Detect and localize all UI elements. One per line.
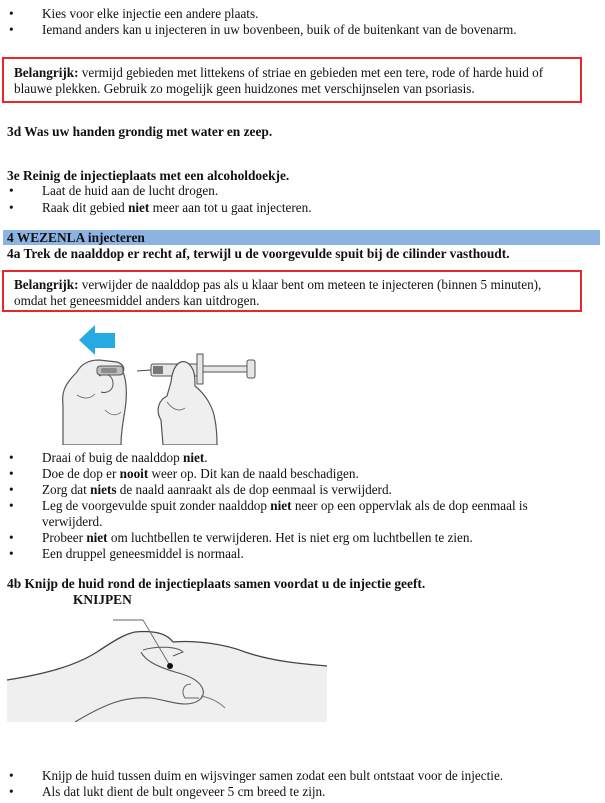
step-3d-heading: 3d Was uw handen grondig met water en zeep.: [7, 124, 273, 139]
list-item-text: Als dat lukt dient de bult ongeveer 5 cm breed te zijn.: [42, 784, 326, 799]
section-header: 4 WEZENLA injecteren: [3, 230, 600, 245]
bullet-icon: •: [9, 450, 14, 465]
list-item-text: Kies voor elke injectie een andere plaats.: [42, 6, 259, 21]
bullet-icon: •: [9, 768, 14, 783]
injection-site-dot: [167, 663, 173, 669]
bullet-icon: •: [9, 200, 14, 215]
needle: [137, 370, 151, 371]
pinch-skin-illustration: [5, 612, 327, 722]
important-text: verwijder de naalddop pas als u klaar bent om meteen te injecteren (binnen 5 minuten), omdat het geneesmiddel anders kan uitdrogen.: [14, 277, 542, 308]
list-item-text: Leg de voorgevulde spuit zonder naalddop niet neer op een oppervlak als de dop eenmaal is verwijderd.: [42, 498, 528, 529]
important-notice: [2, 57, 582, 103]
illustration-label: KNIJPEN: [73, 592, 132, 607]
bullet-icon: •: [9, 183, 14, 198]
bullet-icon: •: [9, 6, 14, 21]
step-3e-heading: 3e Reinig de injectieplaats met een alcoholdoekje.: [7, 168, 290, 183]
bullet-icon: •: [9, 482, 14, 497]
list-item-text: Raak dit gebied niet meer aan tot u gaat injecteren.: [42, 200, 312, 215]
bullet-icon: •: [9, 466, 14, 481]
step-4a-heading: 4a Trek de naalddop er recht af, terwijl u de voorgevulde spuit bij de cilinder vasthoudt.: [7, 246, 510, 261]
bullet-icon: •: [9, 784, 14, 799]
list-item-text: Doe de dop er nooit weer op. Dit kan de naald beschadigen.: [42, 466, 359, 481]
remove-needle-cap-illustration: [55, 320, 265, 445]
list-item-text: Een druppel geneesmiddel is normaal.: [42, 546, 244, 561]
list-item-text: Laat de huid aan de lucht drogen.: [42, 183, 219, 198]
step-4b-heading: 4b Knijp de huid rond de injectieplaats samen voordat u de injectie geeft.: [7, 576, 426, 591]
important-label: Belangrijk:: [14, 277, 79, 292]
arrow-left-icon: [79, 325, 115, 355]
important-notice: [2, 270, 582, 312]
bullet-icon: •: [9, 530, 14, 545]
arm-skin: [7, 631, 327, 722]
list-item-text: Knijp de huid tussen duim en wijsvinger samen zodat een bult ontstaat voor de injectie.: [42, 768, 504, 783]
important-text: vermijd gebieden met littekens of striae en gebieden met een tere, rode of harde huid of blauwe plekken. Gebruik zo mogelijk geen huidzones met verschijnselen van psoriasis.: [14, 65, 544, 96]
important-label: Belangrijk:: [14, 65, 79, 80]
bullet-icon: •: [9, 22, 14, 37]
list-item-text: Zorg dat niets de naald aanraakt als de dop eenmaal is verwijderd.: [42, 482, 392, 497]
list-item-text: Probeer niet om luchtbellen te verwijderen. Het is niet erg om luchtbellen te zien.: [42, 530, 473, 545]
list-item-text: Draai of buig de naalddop niet.: [42, 450, 208, 465]
bullet-icon: •: [9, 498, 14, 513]
list-item-text: Iemand anders kan u injecteren in uw bovenbeen, buik of de buitenkant van de bovenarm.: [42, 22, 517, 37]
bullet-icon: •: [9, 546, 14, 561]
